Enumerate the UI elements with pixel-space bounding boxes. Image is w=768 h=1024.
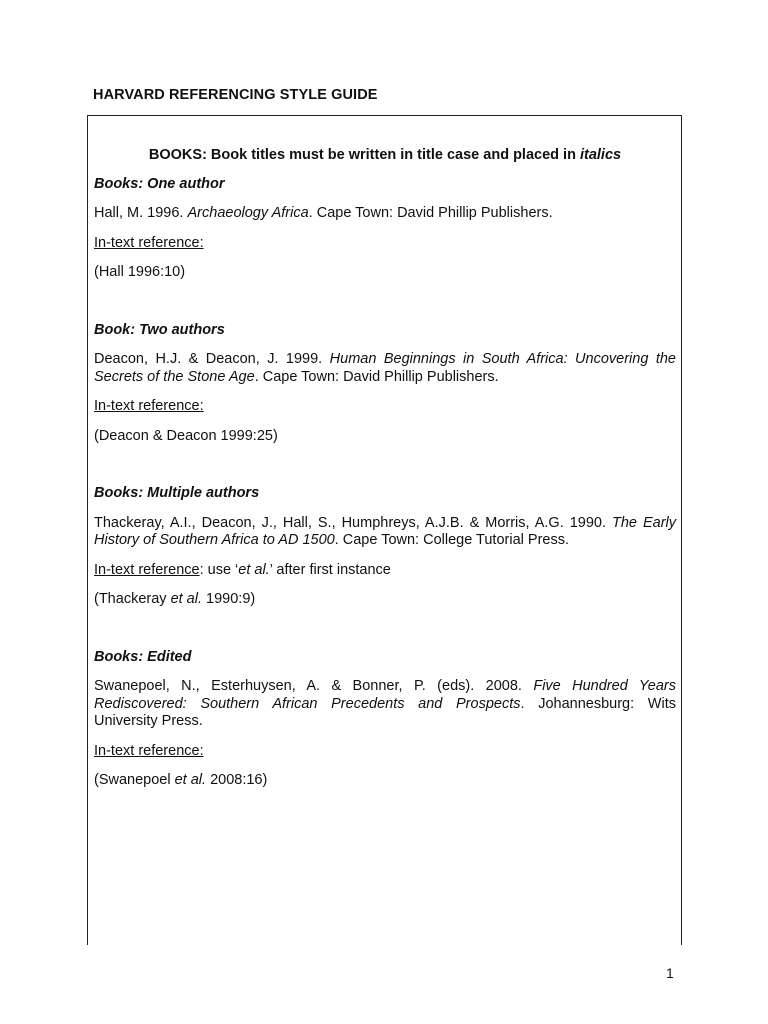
reference-entry-multiple-authors — [94, 515, 676, 550]
intext-label-two-authors — [94, 398, 676, 416]
citation-post: 1990:9) — [202, 591, 256, 607]
citation-multiple-authors — [94, 591, 676, 609]
section-heading-edited: Books: Edited — [94, 648, 192, 665]
entry-authors: Deacon, H.J. & Deacon, J. 1999. — [94, 351, 330, 367]
intext-note-post: ’ after first instance — [269, 561, 391, 578]
banner-italic: italics — [579, 147, 622, 163]
document-title: HARVARD REFERENCING STYLE GUIDE — [93, 87, 378, 103]
intext-note-multiple-authors — [94, 562, 676, 580]
citation-two-authors: (Deacon & Deacon 1999:25) — [94, 427, 278, 444]
reference-entry-two-authors — [94, 351, 676, 386]
section-heading-one-author: Books: One author — [94, 175, 225, 192]
books-banner — [94, 147, 676, 165]
citation-italic: et al. — [174, 772, 207, 788]
entry-title: Archaeology Africa — [187, 205, 309, 221]
intext-label: In-text reference: — [94, 234, 204, 251]
entry-title: Five Hundred Years Rediscovered: Southern African Precedents and Prospects — [94, 678, 676, 712]
citation-italic: et al. — [170, 591, 202, 607]
intext-label: In-text reference — [94, 561, 200, 578]
intext-label-edited — [94, 743, 676, 761]
reference-entry-one-author — [94, 205, 676, 223]
intext-note-pre: : use ‘ — [199, 561, 239, 578]
reference-entry-edited — [94, 678, 676, 731]
intext-label-one-author — [94, 235, 676, 253]
entry-title: The Early History of Southern Africa to AD 1500 — [94, 514, 676, 548]
entry-title: Human Beginnings in South Africa: Uncovering the Secrets of the Stone Age — [94, 351, 676, 385]
citation-pre: (Swanepoel — [94, 772, 175, 788]
entry-publisher: . Cape Town: College Tutorial Press. — [334, 532, 569, 548]
intext-label: In-text reference: — [94, 398, 204, 414]
entry-authors: Thackeray, A.I., Deacon, J., Hall, S., Humphreys, A.J.B. & Morris, A.G. 1990. — [94, 514, 612, 531]
entry-publisher: . Cape Town: David Phillip Publishers. — [254, 368, 499, 385]
entry-authors: Swanepoel, N., Esterhuysen, A. & Bonner, P. (eds). 2008. — [94, 678, 534, 694]
intext-note-italic: et al. — [238, 561, 270, 578]
section-heading-multiple-authors: Books: Multiple authors — [94, 485, 260, 501]
page-number: 1 — [666, 965, 674, 981]
section-heading-two-authors: Book: Two authors — [94, 321, 225, 338]
citation-edited — [94, 772, 676, 790]
banner-text: BOOKS: Book titles must be written in title case and placed in — [148, 147, 576, 163]
entry-authors: Hall, M. 1996. — [94, 205, 188, 221]
citation-one-author: (Hall 1996:10) — [94, 264, 186, 280]
intext-label: In-text reference: — [94, 742, 204, 759]
citation-post: 2008:16) — [206, 772, 268, 788]
entry-publisher: . Johannesburg: Wits University Press. — [94, 695, 676, 729]
citation-pre: (Thackeray — [94, 591, 171, 607]
content-area — [94, 147, 676, 830]
entry-publisher: . Cape Town: David Phillip Publishers. — [308, 205, 553, 221]
